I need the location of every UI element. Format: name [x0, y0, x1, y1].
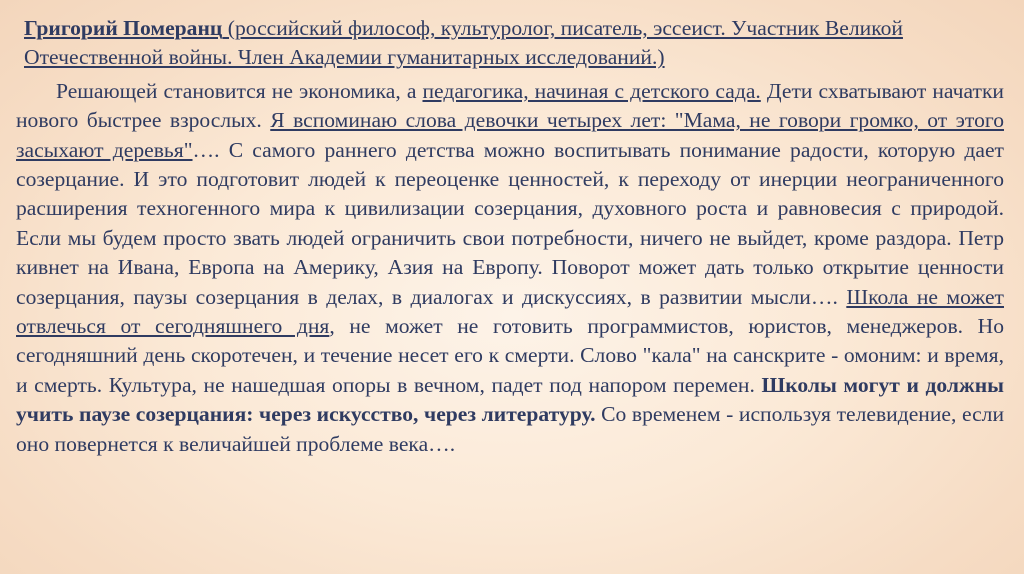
- quote-segment: , не может не готовить программистов, юристов, менеджеров. Но сегодняшний день скоротечен, и течение несет его к смерти. Слово "кала" на санскрите - омоним: и время, и смерть. Культура, не нашедшая опоры в вечном, падет под напором перемен.: [16, 314, 1005, 397]
- author-intro: [16, 14, 1004, 73]
- quote-bold-segment: Школы могут и должны учить паузе созерцания: через искусство, через литературу.: [16, 372, 1005, 427]
- quote-underlined-segment: педагогика, начиная с детского сада.: [422, 78, 761, 103]
- quote-segment: Дети схватывают начатки нового быстрее взрослых.: [16, 78, 1004, 133]
- author-description: (российский философ, культуролог, писатель, эссеист. Участник Великой Отечественной войны. Член Академии гуманитарных исследований.): [24, 16, 903, 70]
- quote-text-block: [16, 14, 1004, 459]
- quote-underlined-segment: Школа не может отвлечься от сегодняшнего дня: [16, 284, 1004, 339]
- quote-segment: …. С самого раннего детства можно воспитывать понимание радости, которую дает созерцание. И это подготовит людей к переоценке ценностей, к переходу от инерции неограниченного расширения техногенного мира к цивилизации созерцания, духовного роста и равновесия с природой. Если мы будем просто звать людей ограничить свои потребности, ничего не выйдет, кроме раздора. Петр кивнет на Ивана, Европа на Америку, Азия на Европу. Поворот может дать только открытие ценности созерцания, паузы созерцания в делах, в диалогах и дискуссиях, в развитии мысли….: [16, 137, 1004, 309]
- quote-segment: Со временем - используя телевидение, если оно повернется к величайшей проблеме века….: [16, 402, 1004, 456]
- quote-segment: Решающей становится не экономика, а: [56, 78, 423, 103]
- quote-paragraph: [16, 77, 1004, 459]
- quote-underlined-segment: Я вспоминаю слова девочки четырех лет: "Мама, не говори громко, от этого засыхают деревья": [16, 108, 1004, 162]
- author-name: Григорий Померанц: [24, 16, 223, 40]
